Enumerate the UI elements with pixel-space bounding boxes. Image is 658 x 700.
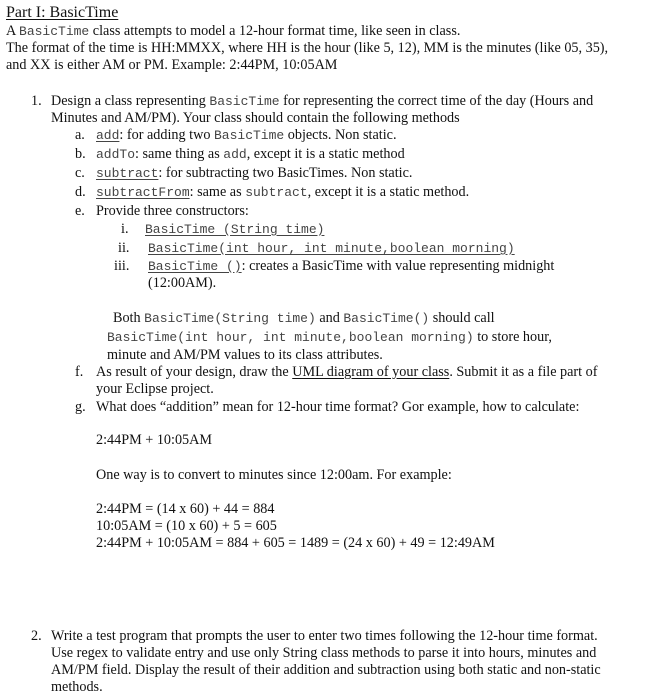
q1-item-c: subtract: for subtracting two BasicTimes. Non static. — [96, 165, 413, 181]
intro-line-3: and XX is either AM or PM. Example: 2:44PM, 10:05AM — [6, 57, 338, 73]
calc-line-2: 10:05AM = (10 x 60) + 5 = 605 — [96, 518, 277, 534]
q1-item-f-line-1: As result of your design, draw the UML diagram of your class. Submit it as a file part of — [96, 364, 598, 380]
q1-item-f-letter: f. — [75, 364, 84, 380]
ctor-note-line-3: minute and AM/PM values to its class attributes. — [107, 347, 383, 363]
q1-item-a: add: for adding two BasicTime objects. Non static. — [96, 127, 397, 143]
q2-line-1: Write a test program that prompts the user to enter two times following the 12-hour time format. — [51, 628, 598, 644]
calc-line-3: 2:44PM + 10:05AM = 884 + 605 = 1489 = (24 x 60) + 49 = 12:49AM — [96, 535, 495, 551]
ctor-3-num: iii. — [114, 258, 130, 274]
intro-line-2: The format of the time is HH:MMXX, where HH is the hour (like 5, 12), MM is the minutes (like 05, 35), — [6, 40, 609, 56]
calc-line-1: 2:44PM = (14 x 60) + 44 = 884 — [96, 501, 275, 517]
ctor-2-num: ii. — [118, 240, 130, 256]
ctor-note-line-2: BasicTime(int hour, int minute,boolean morning) to store hour, — [107, 329, 552, 345]
q1-number: 1. — [31, 93, 42, 109]
q1-item-d-letter: d. — [75, 184, 86, 200]
q1-item-f-line-2: your Eclipse project. — [96, 381, 214, 397]
q1-item-e-letter: e. — [75, 203, 85, 219]
intro-line-1: A BasicTime class attempts to model a 12-hour format time, like seen in class. — [6, 23, 461, 39]
q1-item-b: addTo: same thing as add, except it is a static method — [96, 146, 405, 162]
uml-link[interactable]: UML diagram of your class — [292, 364, 450, 380]
ctor-3: BasicTime (): creates a BasicTime with value representing midnight — [148, 258, 555, 274]
q1-item-g: What does “addition” mean for 12-hour time format? Gor example, how to calculate: — [96, 399, 580, 415]
q1-line-1: Design a class representing BasicTime for representing the correct time of the day (Hours and — [51, 93, 594, 109]
ctor-3-cont: (12:00AM). — [148, 275, 217, 291]
page-title: Part I: BasicTime — [6, 4, 119, 21]
q2-number: 2. — [31, 628, 42, 644]
q1-line-2: Minutes and AM/PM). Your class should contain the following methods — [51, 110, 460, 126]
q1-item-c-letter: c. — [75, 165, 85, 181]
ctor-note-line-1: Both BasicTime(String time) and BasicTime() should call — [113, 310, 495, 326]
q2-line-2: Use regex to validate entry and use only String class methods to parse it into hours, minutes and — [51, 645, 597, 661]
q1-item-a-letter: a. — [75, 127, 85, 143]
code-basictime: BasicTime — [19, 24, 90, 39]
addition-example: 2:44PM + 10:05AM — [96, 432, 213, 448]
q1-item-g-letter: g. — [75, 399, 86, 415]
ctor-1-num: i. — [121, 221, 129, 237]
q2-line-3: AM/PM field. Display the result of their addition and subtraction using both static and non-static — [51, 662, 601, 678]
ctor-1-code: BasicTime (String time) — [145, 222, 325, 237]
conversion-intro: One way is to convert to minutes since 12:00am. For example: — [96, 467, 452, 483]
q1-item-d: subtractFrom: same as subtract, except it is a static method. — [96, 184, 470, 200]
q1-item-b-letter: b. — [75, 146, 86, 162]
q2-line-4: methods. — [51, 679, 103, 695]
q1-item-e: Provide three constructors: — [96, 203, 249, 219]
ctor-2-code: BasicTime(int hour, int minute,boolean morning) — [148, 241, 515, 256]
